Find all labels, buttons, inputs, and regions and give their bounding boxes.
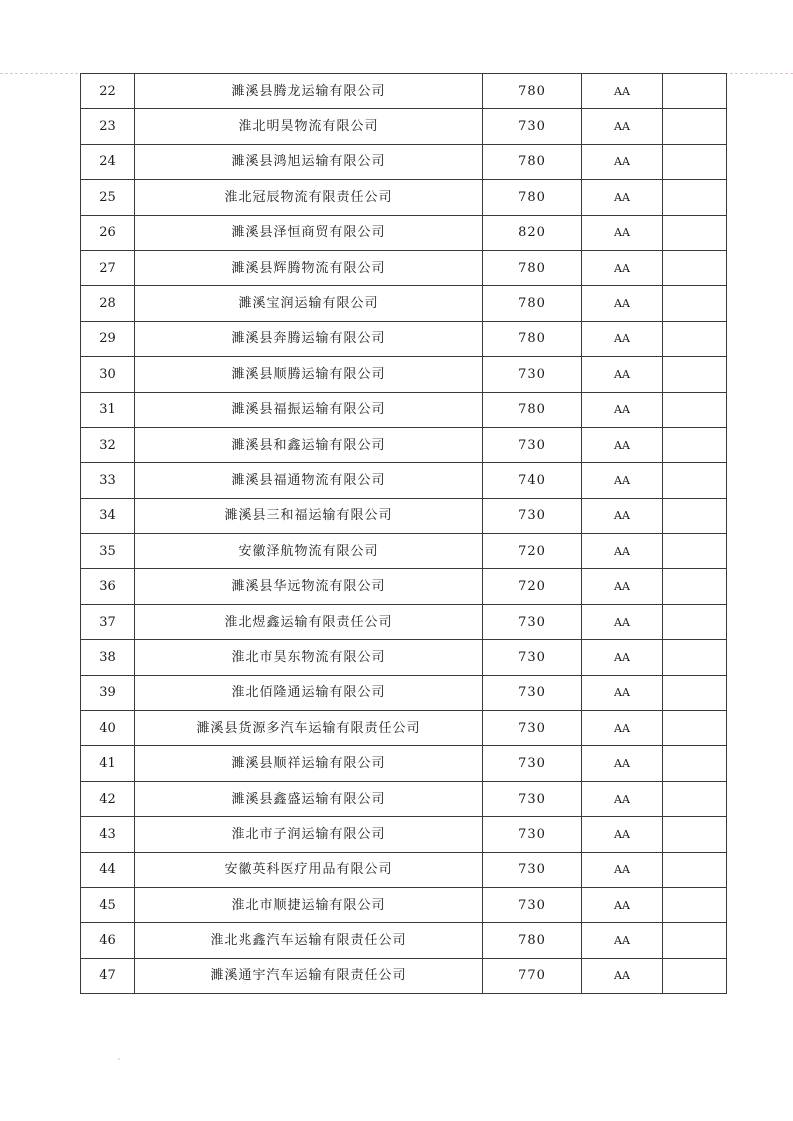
credit-grade: AA [582,286,663,321]
credit-grade: AA [582,958,663,993]
row-number: 47 [81,958,135,993]
credit-grade: AA [582,498,663,533]
remarks-cell [663,534,727,569]
credit-score: 730 [483,109,582,144]
table-row [81,781,727,816]
credit-score: 720 [483,534,582,569]
company-name: 濉溪县鑫盛运输有限公司 [135,781,483,816]
table-row [81,534,727,569]
company-name: 淮北佰隆通运输有限公司 [135,675,483,710]
company-name: 濉溪宝润运输有限公司 [135,286,483,321]
row-number: 26 [81,215,135,250]
row-number: 43 [81,817,135,852]
remarks-cell [663,852,727,887]
credit-score: 780 [483,923,582,958]
row-number: 37 [81,604,135,639]
credit-score: 780 [483,74,582,109]
row-number: 25 [81,180,135,215]
table-row [81,427,727,462]
row-number: 38 [81,640,135,675]
row-number: 22 [81,74,135,109]
table-row [81,887,727,922]
table-row [81,498,727,533]
remarks-cell [663,463,727,498]
credit-score: 730 [483,604,582,639]
credit-grade: AA [582,887,663,922]
credit-grade: AA [582,144,663,179]
table-row [81,180,727,215]
credit-grade: AA [582,392,663,427]
table-row [81,357,727,392]
remarks-cell [663,109,727,144]
table-row [81,215,727,250]
credit-score: 780 [483,321,582,356]
credit-grade: AA [582,180,663,215]
row-number: 41 [81,746,135,781]
remarks-cell [663,392,727,427]
row-number: 32 [81,427,135,462]
remarks-cell [663,781,727,816]
credit-grade: AA [582,357,663,392]
credit-score: 780 [483,392,582,427]
company-name: 淮北兆鑫汽车运输有限责任公司 [135,923,483,958]
remarks-cell [663,675,727,710]
row-number: 44 [81,852,135,887]
credit-grade: AA [582,427,663,462]
table-row [81,852,727,887]
credit-score: 730 [483,781,582,816]
remarks-cell [663,180,727,215]
credit-grade: AA [582,640,663,675]
credit-score: 730 [483,746,582,781]
table-row [81,286,727,321]
company-name: 濉溪县华远物流有限公司 [135,569,483,604]
credit-score: 730 [483,852,582,887]
company-name: 淮北市顺捷运输有限公司 [135,887,483,922]
table-row [81,817,727,852]
company-name: 淮北市子润运输有限公司 [135,817,483,852]
credit-grade: AA [582,604,663,639]
table-row [81,640,727,675]
credit-grade: AA [582,711,663,746]
remarks-cell [663,74,727,109]
credit-grade: AA [582,109,663,144]
table-row [81,711,727,746]
table-row [81,958,727,993]
company-name: 淮北明昊物流有限公司 [135,109,483,144]
company-name: 濉溪通宇汽车运输有限责任公司 [135,958,483,993]
row-number: 28 [81,286,135,321]
credit-score: 730 [483,640,582,675]
credit-grade: AA [582,852,663,887]
company-name: 濉溪县顺祥运输有限公司 [135,746,483,781]
credit-grade: AA [582,74,663,109]
credit-grade: AA [582,781,663,816]
company-name: 淮北冠辰物流有限责任公司 [135,180,483,215]
credit-score: 730 [483,427,582,462]
row-number: 40 [81,711,135,746]
credit-grade: AA [582,463,663,498]
table-row [81,144,727,179]
company-name: 淮北市昊东物流有限公司 [135,640,483,675]
remarks-cell [663,640,727,675]
row-number: 23 [81,109,135,144]
credit-score: 780 [483,250,582,285]
credit-score: 730 [483,357,582,392]
company-rating-table [80,73,727,994]
row-number: 29 [81,321,135,356]
table-row [81,923,727,958]
credit-grade: AA [582,534,663,569]
credit-score: 730 [483,887,582,922]
credit-grade: AA [582,250,663,285]
row-number: 27 [81,250,135,285]
credit-grade: AA [582,321,663,356]
credit-grade: AA [582,569,663,604]
remarks-cell [663,357,727,392]
row-number: 46 [81,923,135,958]
remarks-cell [663,144,727,179]
table-row [81,604,727,639]
credit-score: 730 [483,498,582,533]
table-row [81,109,727,144]
scan-speck [118,1058,120,1060]
credit-score: 820 [483,215,582,250]
table-row [81,74,727,109]
row-number: 24 [81,144,135,179]
remarks-cell [663,923,727,958]
remarks-cell [663,746,727,781]
row-number: 45 [81,887,135,922]
credit-grade: AA [582,215,663,250]
remarks-cell [663,286,727,321]
remarks-cell [663,569,727,604]
table-row [81,463,727,498]
company-name: 淮北煜鑫运输有限责任公司 [135,604,483,639]
company-name: 濉溪县顺腾运输有限公司 [135,357,483,392]
row-number: 33 [81,463,135,498]
remarks-cell [663,215,727,250]
company-name: 濉溪县三和福运输有限公司 [135,498,483,533]
row-number: 36 [81,569,135,604]
credit-score: 730 [483,675,582,710]
row-number: 30 [81,357,135,392]
company-name: 安徽英科医疗用品有限公司 [135,852,483,887]
company-name: 濉溪县鸿旭运输有限公司 [135,144,483,179]
credit-score: 740 [483,463,582,498]
credit-score: 780 [483,286,582,321]
company-name: 濉溪县货源多汽车运输有限责任公司 [135,711,483,746]
row-number: 34 [81,498,135,533]
table-row [81,569,727,604]
row-number: 39 [81,675,135,710]
remarks-cell [663,321,727,356]
row-number: 35 [81,534,135,569]
table-body [81,74,727,994]
credit-score: 780 [483,180,582,215]
remarks-cell [663,250,727,285]
credit-grade: AA [582,675,663,710]
remarks-cell [663,498,727,533]
table-row [81,675,727,710]
credit-score: 730 [483,711,582,746]
remarks-cell [663,604,727,639]
credit-score: 780 [483,144,582,179]
table-row [81,250,727,285]
company-name: 濉溪县和鑫运输有限公司 [135,427,483,462]
company-name: 安徽泽航物流有限公司 [135,534,483,569]
remarks-cell [663,887,727,922]
remarks-cell [663,711,727,746]
table-row [81,746,727,781]
credit-grade: AA [582,746,663,781]
company-name: 濉溪县福通物流有限公司 [135,463,483,498]
credit-score: 770 [483,958,582,993]
credit-score: 730 [483,817,582,852]
table-row [81,392,727,427]
remarks-cell [663,958,727,993]
company-name: 濉溪县腾龙运输有限公司 [135,74,483,109]
company-name: 濉溪县泽恒商贸有限公司 [135,215,483,250]
credit-score: 720 [483,569,582,604]
company-name: 濉溪县福振运输有限公司 [135,392,483,427]
row-number: 31 [81,392,135,427]
company-name: 濉溪县奔腾运输有限公司 [135,321,483,356]
row-number: 42 [81,781,135,816]
remarks-cell [663,427,727,462]
credit-grade: AA [582,923,663,958]
table-row [81,321,727,356]
credit-grade: AA [582,817,663,852]
remarks-cell [663,817,727,852]
company-name: 濉溪县辉腾物流有限公司 [135,250,483,285]
